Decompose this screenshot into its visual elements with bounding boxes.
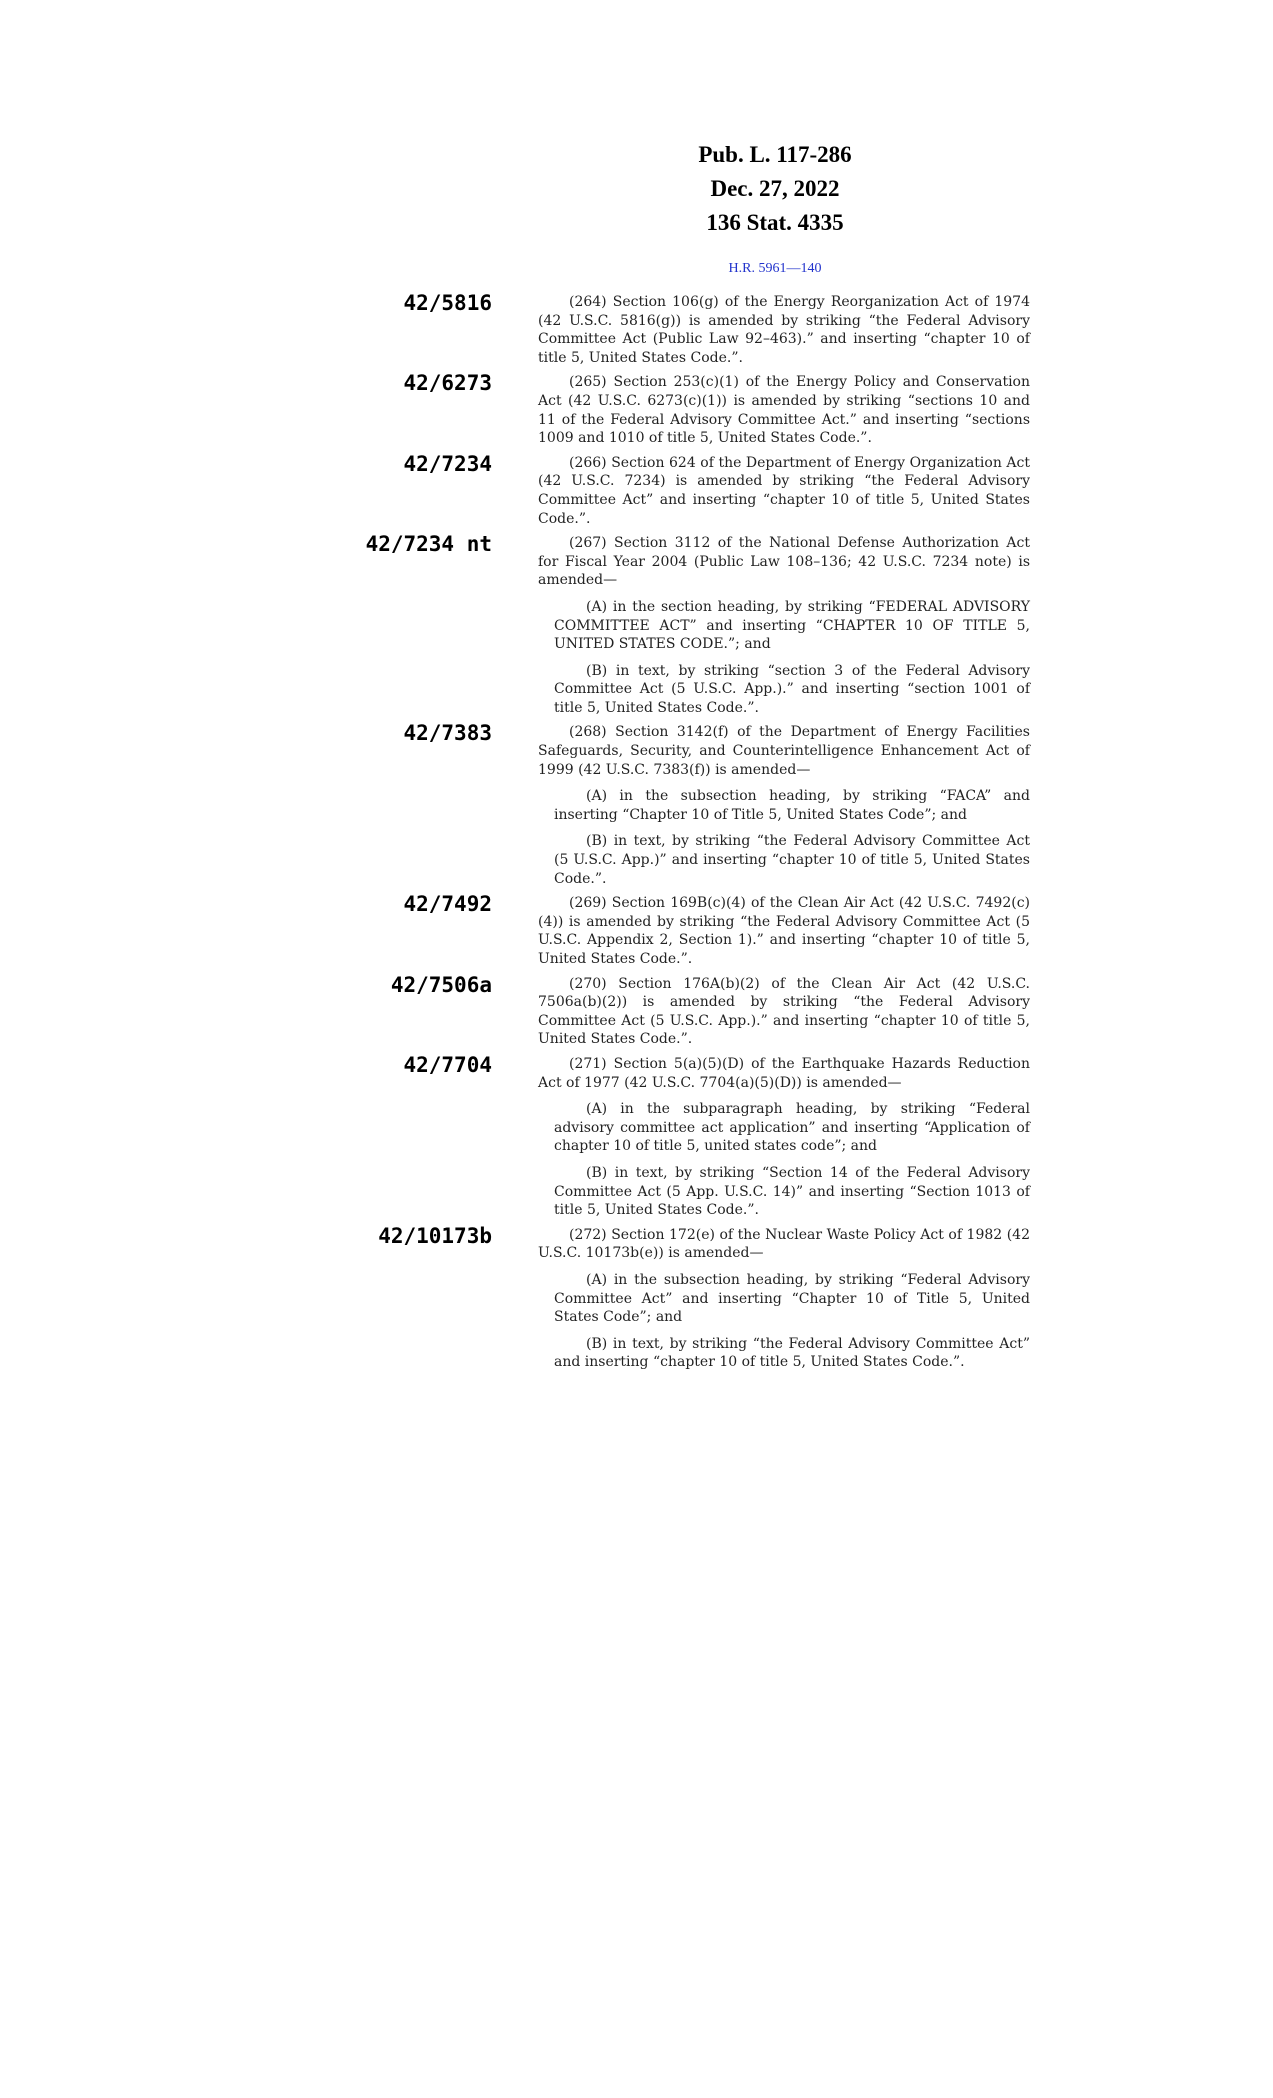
amendment-subparagraph: (A) in the subsection heading, by striking “FACA” and inserting “Chapter 10 of Title 5, United States Code”; and [554,788,1030,823]
amendment-subparagraph: (A) in the section heading, by striking “FEDERAL ADVISORY COMMITTEE ACT” and inserting “CHAPTER 10 OF TITLE 5, UNITED STATES CODE.”; and [554,598,1030,653]
amendment-entry [340,972,1030,1049]
amendment-subparagraph: (A) in the subsection heading, by striking “Federal Advisory Committee Act” and inserting “Chapter 10 of Title 5, United States Code”; and [554,1271,1030,1326]
margin-note: 42/7383 [403,721,492,746]
amendment-paragraph: (269) Section 169B(c)(4) of the Clean Air Act (42 U.S.C. 7492(c)(4)) is amended by striking “the Federal Advisory Committee Act (5 U.S.C. Appendix 2, Section 1).” and inserting “chapter 10 of title 5, United States Code.”. [538,895,1030,967]
amendment-subparagraph: (B) in text, by striking “the Federal Advisory Committee Act (5 U.S.C. App.)” and inserting “chapter 10 of title 5, United States Code.”. [554,833,1030,887]
amendments-body [340,293,1030,1378]
margin-note: 42/7704 [403,1052,492,1077]
amendment-paragraph: (266) Section 624 of the Department of Energy Organization Act (42 U.S.C. 7234) is amended by striking “the Federal Advisory Committee Act” and inserting “chapter 10 of title 5, United States Code.”. [538,454,1030,527]
margin-note: 42/7234 nt [365,532,492,557]
amendment-subparagraph: (B) in text, by striking “section 3 of the Federal Advisory Committee Act (5 U.S.C. App.).” and inserting “section 1001 of title 5, United States Code.”. [554,662,1030,716]
amendment-entry [340,1052,1030,1220]
amendment-entry [340,534,1030,717]
amendment-entry [340,451,1030,528]
amendment-subparagraph: (B) in text, by striking “the Federal Advisory Committee Act” and inserting “chapter 10 of title 5, United States Code.”. [554,1335,1030,1371]
margin-note: 42/6273 [403,371,492,396]
amendment-paragraph: (272) Section 172(e) of the Nuclear Waste Policy Act of 1982 (42 U.S.C. 10173b(e)) is amended— [538,1226,1030,1262]
amendment-subparagraph: (B) in text, by striking “Section 14 of the Federal Advisory Committee Act (5 App. U.S.C. 14)” and inserting “Section 1013 of title 5, United States Code.”. [554,1164,1030,1219]
margin-note: 42/5816 [403,291,492,315]
margin-note: 42/7492 [403,892,492,917]
page-header [600,138,950,277]
enactment-date: Dec. 27, 2022 [710,176,840,201]
public-law-number: Pub. L. 117-286 [698,142,852,167]
margin-note: 42/7506a [390,972,492,997]
amendment-paragraph: (271) Section 5(a)(5)(D) of the Earthquake Hazards Reduction Act of 1977 (42 U.S.C. 7704(a)(5)(D)) is amended— [538,1055,1030,1091]
amendment-paragraph: (264) Section 106(g) of the Energy Reorganization Act of 1974 (42 U.S.C. 5816(g)) is amended by striking “the Federal Advisory Committee Act (Public Law 92–463).” and inserting “chapter 10 of title 5, United States Code.”. [538,294,1030,366]
margin-note: 42/7234 [403,451,492,476]
amendment-entry [340,723,1030,888]
margin-note: 42/10173b [378,1223,492,1248]
amendment-entry [340,373,1030,447]
amendment-paragraph: (268) Section 3142(f) of the Department of Energy Facilities Safeguards, Security, and Counterintelligence Enhancement Act of 1999 (42 U.S.C. 7383(f)) is amended— [538,724,1030,778]
statutes-page: 136 Stat. 4335 [706,210,844,235]
amendment-subparagraph: (A) in the subparagraph heading, by striking “Federal advisory committee act application” and inserting “Application of chapter 10 of title 5, united states code”; and [554,1101,1030,1155]
amendment-entry [340,1223,1030,1372]
amendment-paragraph: (267) Section 3112 of the National Defense Authorization Act for Fiscal Year 2004 (Public Law 108–136; 42 U.S.C. 7234 note) is amended— [538,535,1030,589]
amendment-paragraph: (270) Section 176A(b)(2) of the Clean Air Act (42 U.S.C. 7506a(b)(2)) is amended by striking “the Federal Advisory Committee Act (5 U.S.C. App.).” and inserting “chapter 10 of title 5, United States Code.”. [538,975,1030,1048]
amendment-paragraph: (265) Section 253(c)(1) of the Energy Policy and Conservation Act (42 U.S.C. 6273(c)(1)) is amended by striking “sections 10 and 11 of the Federal Advisory Committee Act.” and inserting “sections 1009 and 1010 of title 5, United States Code.”. [538,374,1030,447]
bill-reference-link[interactable]: H.R. 5961—140 [728,261,822,276]
amendment-entry [340,293,1030,367]
amendment-entry [340,894,1030,968]
